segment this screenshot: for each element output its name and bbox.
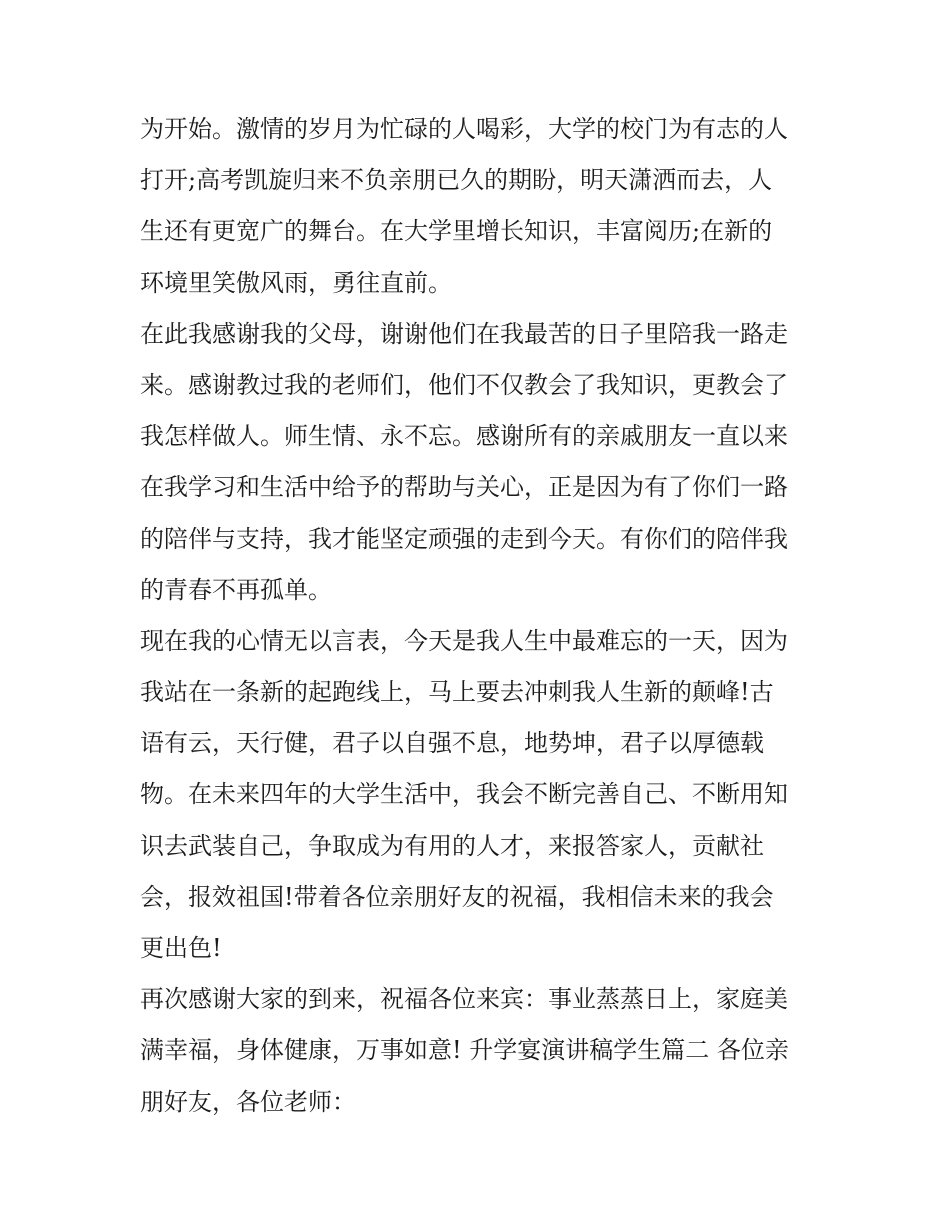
text-line: 打开;高考凯旋归来不负亲朋已久的期盼，明天潇洒而去，人 xyxy=(140,166,773,195)
text-line: 为开始。激情的岁月为忙碌的人喝彩，大学的校门为有志的人 xyxy=(140,115,788,143)
text-line: 在此我感谢我的父母，谢谢他们在我最苦的日子里陪我一路走 xyxy=(140,319,788,348)
paragraph-4 xyxy=(140,974,812,1128)
text-line: 生还有更宽广的舞台。在大学里增长知识，丰富阅历;在新的 xyxy=(140,217,773,246)
text-line: 我怎样做人。师生情、永不忘。感谢所有的亲戚朋友一直以来 xyxy=(140,422,788,451)
text-line: 语有云，天行健，君子以自强不息，地势坤，君子以厚德载 xyxy=(140,729,764,758)
text-line: 我站在一条新的起跑线上，马上要去冲刺我人生新的颠峰!古 xyxy=(140,678,774,707)
text-line: 更出色! xyxy=(140,934,222,962)
text-line: 在我学习和生活中给予的帮助与关心，正是因为有了你们一路 xyxy=(140,473,788,502)
paragraph-3 xyxy=(140,616,812,974)
text-line: 朋好友，各位老师： xyxy=(140,1087,356,1116)
paragraph-2 xyxy=(140,309,812,616)
text-line: 现在我的心情无以言表，今天是我人生中最难忘的一天，因为 xyxy=(140,626,788,655)
text-line: 满幸福，身体健康，万事如意! 升学宴演讲稿学生篇二 各位亲 xyxy=(140,1036,789,1065)
text-line: 环境里笑傲风雨，勇往直前。 xyxy=(140,268,452,297)
text-line: 的青春不再孤单。 xyxy=(140,575,332,604)
text-line: 识去武装自己，争取成为有用的人才，来报答家人，贡献社 xyxy=(140,831,764,860)
document-body xyxy=(140,104,812,1128)
text-line: 来。感谢教过我的老师们，他们不仅教会了我知识，更教会了 xyxy=(140,370,788,399)
text-line: 的陪伴与支持，我才能坚定顽强的走到今天。有你们的陪伴我 xyxy=(140,524,788,553)
text-line: 会，报效祖国!带着各位亲朋好友的祝福，我相信未来的我会 xyxy=(140,882,774,911)
text-line: 物。在未来四年的大学生活中，我会不断完善自己、不断用知 xyxy=(140,780,788,809)
paragraph-1 xyxy=(140,104,812,309)
text-line: 再次感谢大家的到来，祝福各位来宾：事业蒸蒸日上，家庭美 xyxy=(140,985,788,1014)
